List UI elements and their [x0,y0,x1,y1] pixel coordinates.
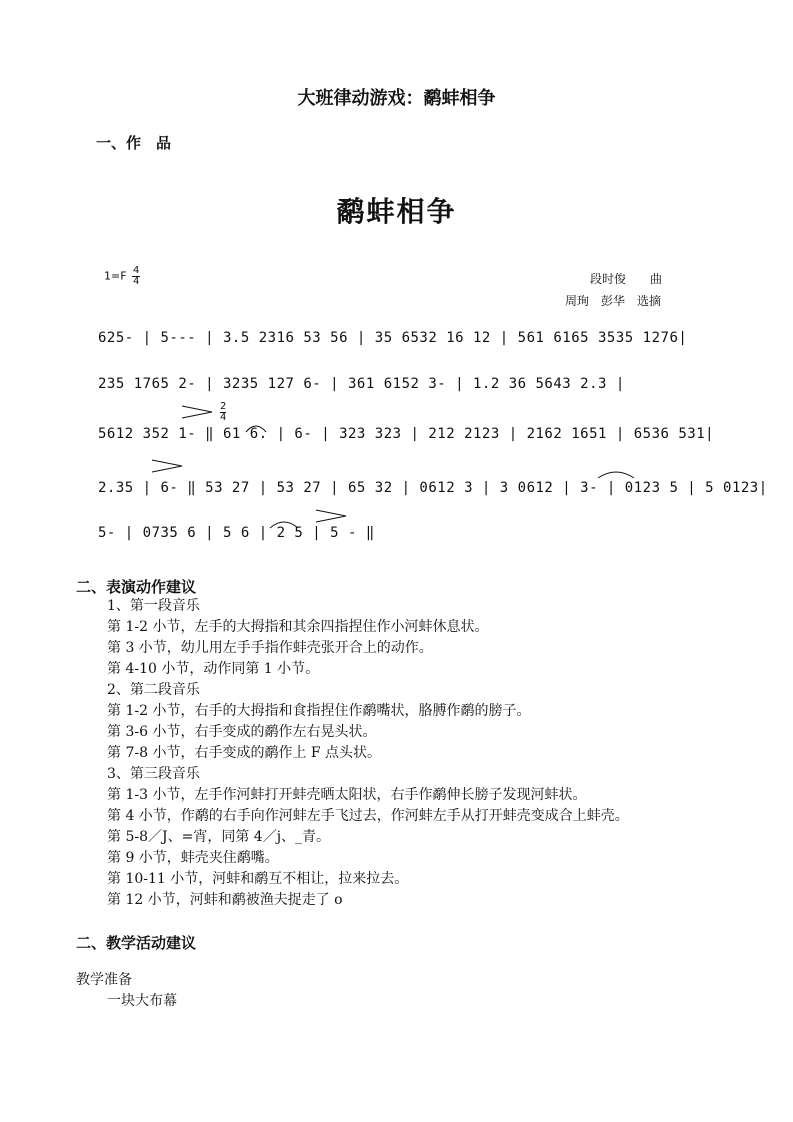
suggestion-line: 第 5-8／J、=宵，同第 4／j、_青。 [107,829,331,845]
score-line-1: 625- | 5--- | 3.5 2316 53 56 | 35 6532 16 12 | 561 6165 3535 1276| [98,330,688,346]
score-line-3: 5612 352 1- ‖ 61 6. | 6- | 323 323 | 212 2123 | 2162 1651 | 6536 531| [98,426,715,442]
prep-item: 一块大布幕 [107,993,177,1009]
time-numerator: 4 [133,265,140,276]
key-label: 1=F [104,269,127,283]
composer-credit: 段时俊 曲 [590,272,663,286]
score-line-2: 235 1765 2- | 3235 127 6- | 361 6152 3- | 1.2 36 5643 2.3 | [98,376,625,392]
time-denominator: 4 [133,276,140,287]
performance-suggestions [107,596,629,911]
crescendo-mark [316,510,346,522]
suggestion-line: 2、第二段音乐 [107,682,200,698]
suggestion-line: 第 4-10 小节，动作同第 1 小节。 [107,661,320,677]
suggestion-line: 第 1-2 小节，左手的大拇指和其余四指捏住作小河蚌休息状。 [107,619,489,635]
crescendo-mark [152,460,182,472]
suggestion-line: 第 3-6 小节，右手变成的鹬作左右晃头状。 [107,724,377,740]
suggestion-line: 第 10-11 小节，河蚌和鹬互不相让，拉来拉去。 [107,871,409,887]
section-heading-performance: 二、表演动作建议 [76,578,197,596]
suggestion-line: 第 9 小节，蚌壳夹住鹬嘴。 [107,850,279,866]
suggestion-line: 第 1-2 小节，右手的大拇指和食指捏住作鹬嘴状，胳膊作鹬的膀子。 [107,703,531,719]
suggestion-line: 第 3 小节，幼儿用左手手指作蚌壳张开合上的动作。 [107,640,433,656]
suggestion-line: 第 12 小节，河蚌和鹬被渔夫捉走了 o [107,892,343,908]
tie-mark [246,426,266,432]
crescendo-mark [182,406,212,418]
tie-mark [598,472,634,478]
score-line-5: 5- | 0735 6 | 5 6 | 2 5 | 5 - ‖ [98,525,375,541]
tie-mark [270,522,298,528]
time2-numerator: 2 [220,401,227,412]
score-title: 鹬蚌相争 [336,195,457,228]
suggestion-line: 第 7-8 小节，右手变成的鹬作上 F 点头状。 [107,745,382,761]
section-heading-works: 一、作 品 [96,134,172,152]
suggestion-line: 第 1-3 小节，左手作河蚌打开蚌壳晒太阳状，右手作鹬伸长膀子发现河蚌状。 [107,787,587,803]
prep-label: 教学准备 [76,972,132,988]
section-heading-teaching: 二、教学活动建议 [76,934,197,952]
suggestion-line: 1、第一段音乐 [107,598,200,614]
suggestion-line: 3、第三段音乐 [107,766,200,782]
suggestion-line: 第 4 小节，作鹬的右手向作河蚌左手飞过去，作河蚌左手从打开蚌壳变成合上蚌壳。 [107,808,629,824]
time2-denominator: 4 [220,412,227,423]
arranger-credit: 周珣 彭华 选摘 [565,294,662,308]
score-line-4: 2.35 | 6- ‖ 53 27 | 53 27 | 65 32 | 0612 3 | 3 0612 | 3- | 0123 5 | 5 0123| [98,480,768,496]
document-title: 大班律动游戏：鹬蚌相争 [297,88,496,109]
